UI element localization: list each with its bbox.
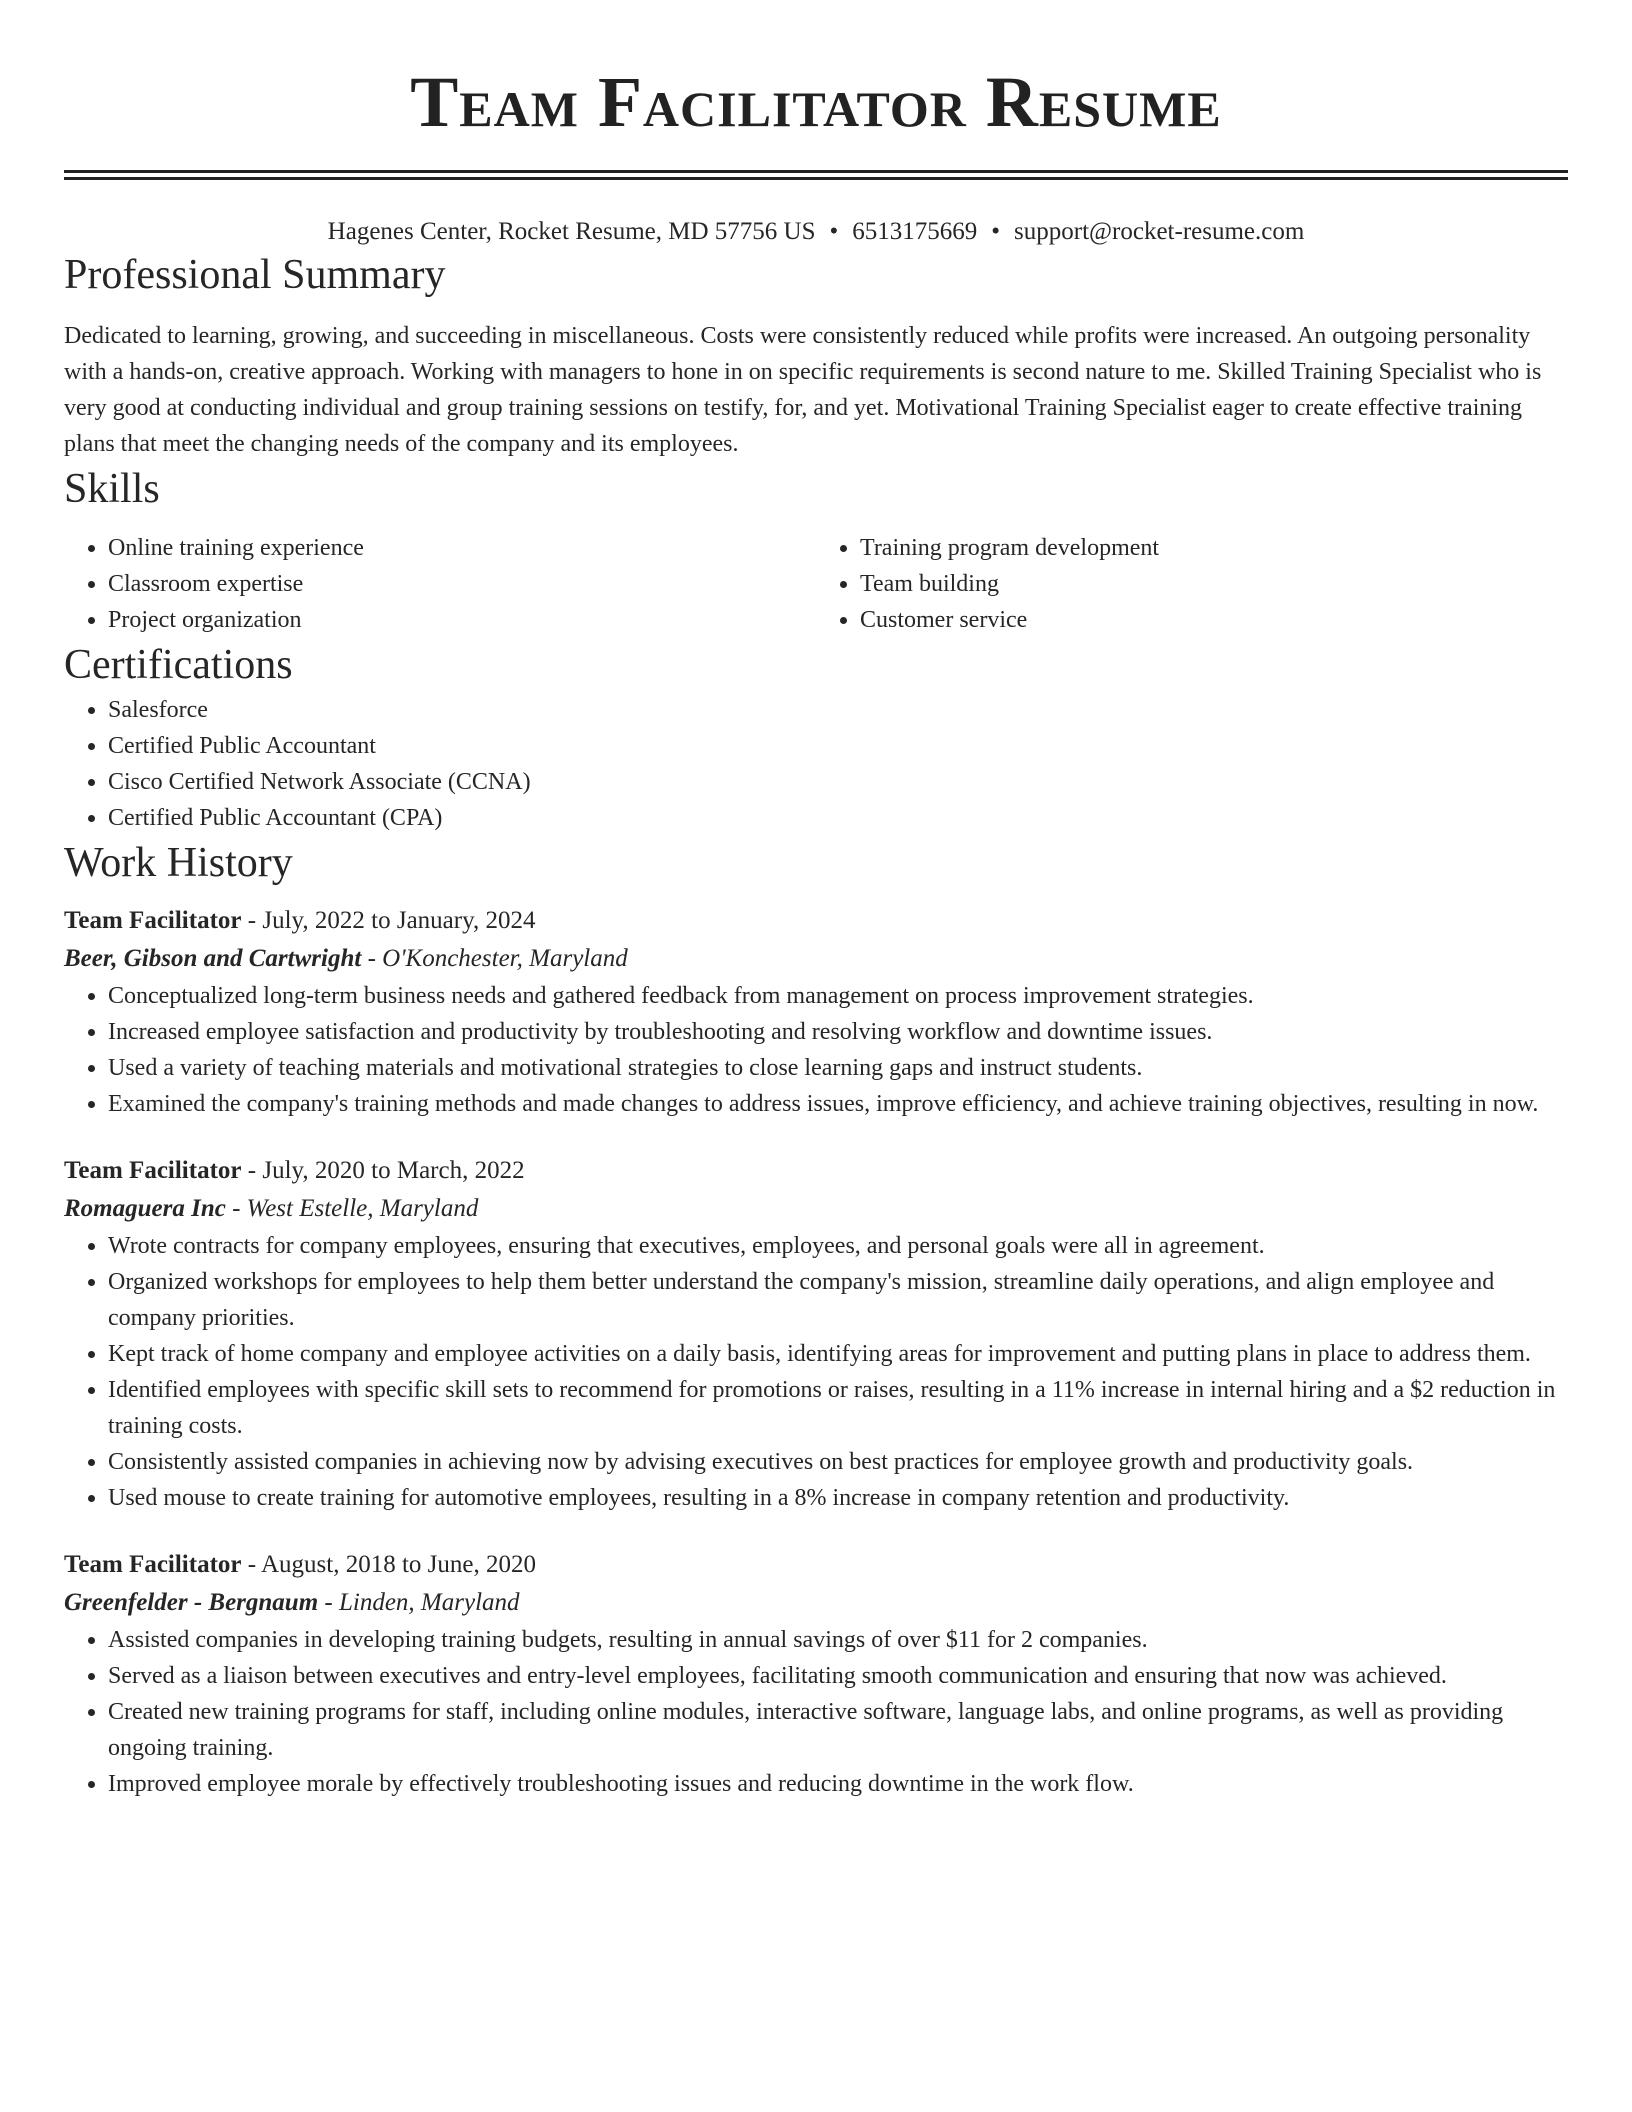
certification-item: • Salesforce xyxy=(108,692,1568,728)
skill-item: • Classroom expertise xyxy=(108,566,816,602)
job-dates: - July, 2020 to March, 2022 xyxy=(241,1157,525,1184)
skills-list xyxy=(64,530,1568,638)
job-duty-item: • Wrote contracts for company employees, ensuring that executives, employees, and personal goals were all in agreement. xyxy=(108,1228,1568,1264)
job-company: Romaguera Inc xyxy=(64,1195,226,1222)
job-location: - O'Konchester, Maryland xyxy=(361,945,628,972)
job-dates: - July, 2022 to January, 2024 xyxy=(241,907,536,934)
certifications-list xyxy=(64,692,1568,836)
certification-item: • Cisco Certified Network Associate (CCNA) xyxy=(108,764,1568,800)
job-duty-item: • Created new training programs for staff, including online modules, interactive software, language labs, and online programs, as well as providing ongoing training. xyxy=(108,1694,1568,1766)
title-divider xyxy=(64,170,1568,180)
job-title: Team Facilitator xyxy=(64,1157,242,1184)
job-duty-item: • Kept track of home company and employee activities on a daily basis, identifying areas for improvement and putting plans in place to address them. xyxy=(108,1336,1568,1372)
job-title-line xyxy=(64,1152,1568,1190)
skill-item: • Team building xyxy=(860,566,1568,602)
contact-separator: • xyxy=(991,218,1001,245)
job-entry xyxy=(64,1546,1568,1802)
job-duty-item: • Assisted companies in developing training budgets, resulting in annual savings of over $11 for 2 companies. xyxy=(108,1622,1568,1658)
job-entry xyxy=(64,1152,1568,1516)
job-duties-list xyxy=(64,1622,1568,1802)
job-location: - West Estelle, Maryland xyxy=(225,1195,479,1222)
job-entry xyxy=(64,902,1568,1122)
job-duties-list xyxy=(64,978,1568,1122)
skills-column-left xyxy=(64,530,816,638)
job-title: Team Facilitator xyxy=(64,907,242,934)
job-title-line xyxy=(64,902,1568,940)
job-title-line xyxy=(64,1546,1568,1584)
skills-column-right xyxy=(816,530,1568,638)
contact-address: Hagenes Center, Rocket Resume, MD 57756 US xyxy=(327,218,816,245)
skill-item: • Project organization xyxy=(108,602,816,638)
job-duty-item: • Identified employees with specific skill sets to recommend for promotions or raises, resulting in a 11% increase in internal hiring and a $2 reduction in training costs. xyxy=(108,1372,1568,1444)
job-company: Beer, Gibson and Cartwright xyxy=(64,945,362,972)
job-duty-item: • Used mouse to create training for automotive employees, resulting in a 8% increase in company retention and productivity. xyxy=(108,1480,1568,1516)
skill-item: • Training program development xyxy=(860,530,1568,566)
contact-line xyxy=(64,216,1568,248)
contact-email: support@rocket-resume.com xyxy=(1014,218,1305,245)
job-duty-item: • Organized workshops for employees to help them better understand the company's mission, streamline daily operations, and align employee and company priorities. xyxy=(108,1264,1568,1336)
summary-heading: Professional Summary xyxy=(64,252,446,298)
job-duty-item: • Used a variety of teaching materials and motivational strategies to close learning gaps and instruct students. xyxy=(108,1050,1568,1086)
job-duties-list xyxy=(64,1228,1568,1516)
work-history-heading: Work History xyxy=(64,840,293,886)
contact-phone: 6513175669 xyxy=(852,218,978,245)
certification-item: • Certified Public Accountant xyxy=(108,728,1568,764)
job-company-line xyxy=(64,1190,1568,1228)
skill-item: • Customer service xyxy=(860,602,1568,638)
job-duty-item: • Improved employee morale by effectively troubleshooting issues and reducing downtime in the work flow. xyxy=(108,1766,1568,1802)
job-company-line xyxy=(64,940,1568,978)
resume-title: Team Facilitator Resume xyxy=(410,62,1222,142)
resume-page xyxy=(64,0,1568,1802)
job-company: Greenfelder - Bergnaum xyxy=(64,1589,319,1616)
skill-item: • Online training experience xyxy=(108,530,816,566)
certification-item: • Certified Public Accountant (CPA) xyxy=(108,800,1568,836)
job-duty-item: • Consistently assisted companies in achieving now by advising executives on best practices for employee growth and productivity goals. xyxy=(108,1444,1568,1480)
job-dates: - August, 2018 to June, 2020 xyxy=(241,1551,536,1578)
job-title: Team Facilitator xyxy=(64,1551,242,1578)
job-duty-item: • Increased employee satisfaction and productivity by troubleshooting and resolving workflow and downtime issues. xyxy=(108,1014,1568,1050)
job-duty-item: • Examined the company's training methods and made changes to address issues, improve efficiency, and achieve training objectives, resulting in now. xyxy=(108,1086,1568,1122)
job-duty-item: • Served as a liaison between executives and entry-level employees, facilitating smooth communication and ensuring that now was achieved. xyxy=(108,1658,1568,1694)
contact-separator: • xyxy=(829,218,839,245)
job-duty-item: • Conceptualized long-term business needs and gathered feedback from management on process improvement strategies. xyxy=(108,978,1568,1014)
skills-heading: Skills xyxy=(64,466,160,512)
job-company-line xyxy=(64,1584,1568,1622)
certifications-heading: Certifications xyxy=(64,642,293,688)
summary-text: Dedicated to learning, growing, and succeeding in miscellaneous. Costs were consistently reduced while profits were increased. An outgoing personality with a hands-on, creative approach. Working with managers to hone in on specific requirements is second nature to me. Skilled Training Specialist who is very good at conducting individual and group training sessions on testify, for, and yet. Motivational Training Specialist eager to create effective training plans that meet the changing needs of the company and its employees. xyxy=(64,323,1542,457)
job-location: - Linden, Maryland xyxy=(318,1589,520,1616)
